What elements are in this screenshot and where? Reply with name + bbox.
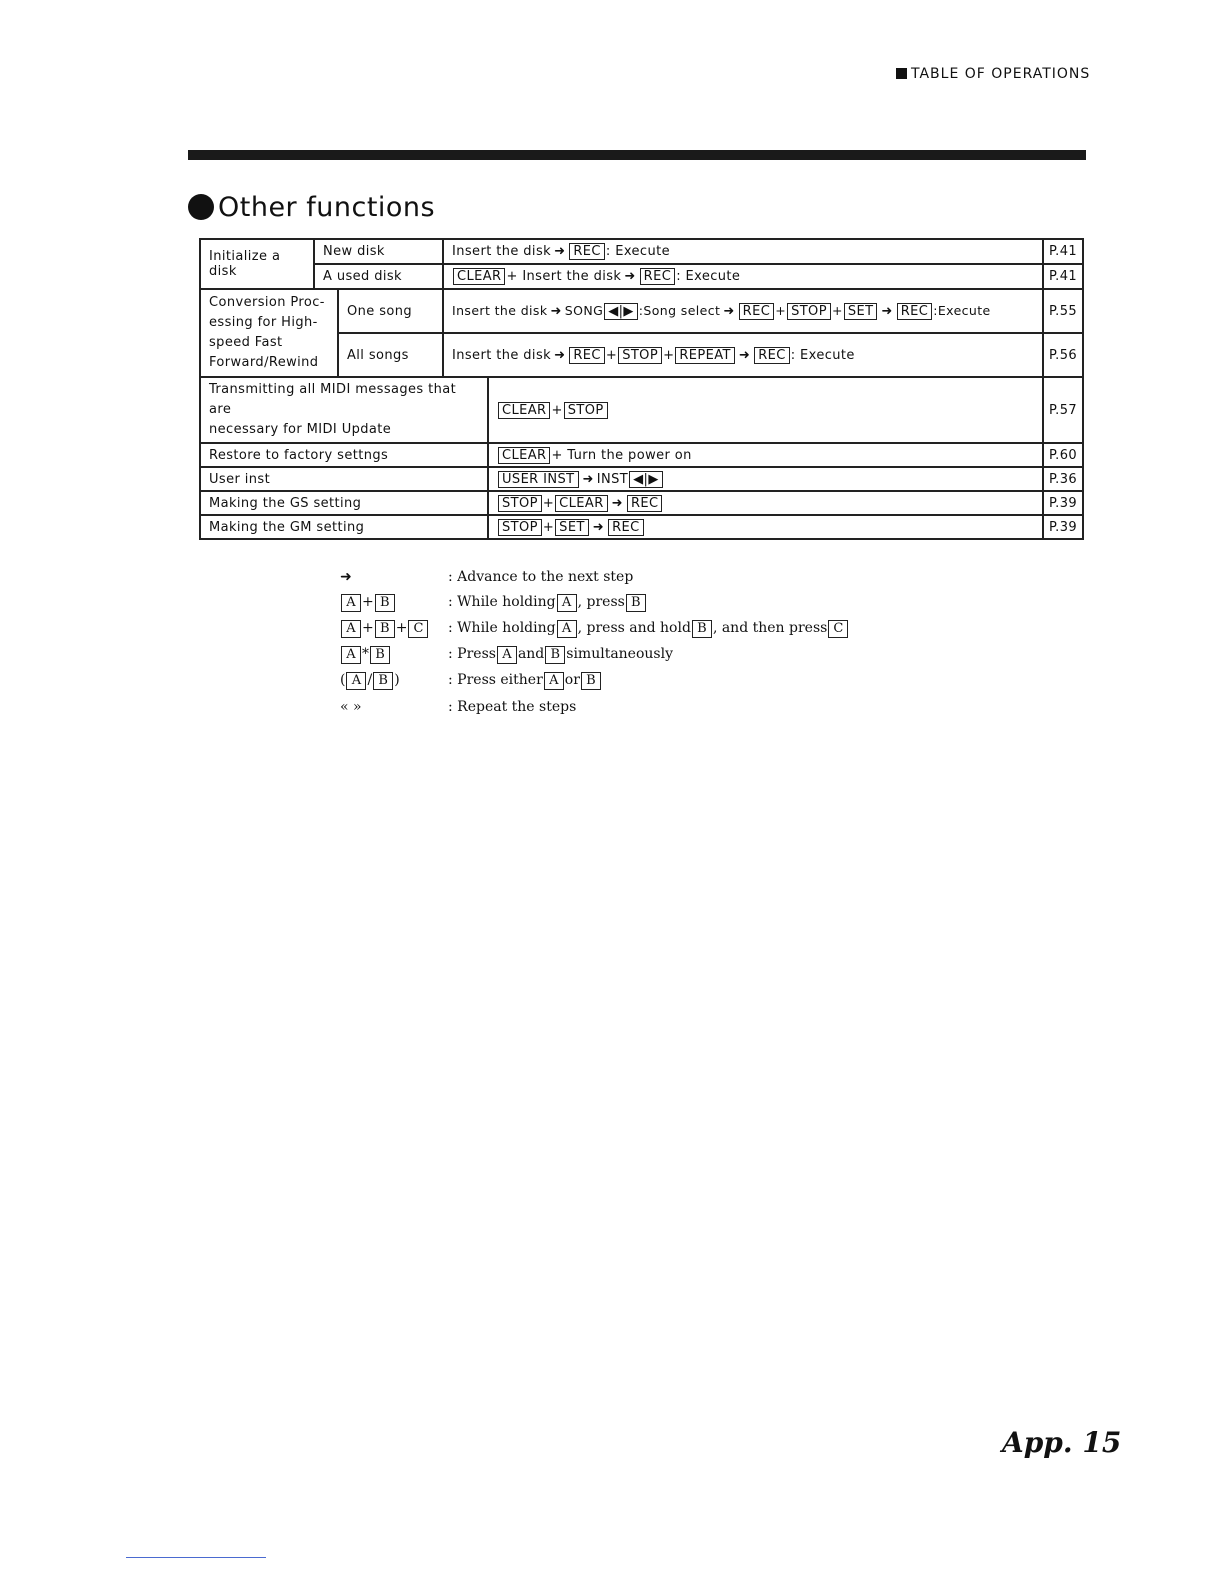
row-label: Making the GS setting	[200, 491, 488, 515]
user-inst-key: USER INST	[498, 471, 579, 488]
page-ref: P.39	[1043, 491, 1083, 515]
stop-key: STOP	[787, 303, 831, 320]
arrow-right-icon: ➜	[582, 471, 594, 487]
table-row	[200, 515, 1083, 539]
table-row	[200, 239, 1083, 264]
operation-cell: STOP + SET ➜ REC	[488, 515, 1043, 539]
rec-key: REC	[754, 347, 790, 364]
arrow-right-icon: ➜	[624, 269, 636, 284]
page-ref: P.55	[1043, 289, 1083, 333]
table-row	[200, 491, 1083, 515]
stop-key: STOP	[498, 519, 542, 536]
page-ref: P.41	[1043, 264, 1083, 289]
operation-cell: Insert the disk ➜ REC : Execute	[443, 239, 1043, 264]
bullet-dot-icon	[188, 194, 214, 220]
sub-label: All songs	[338, 333, 443, 377]
arrow-right-icon: ➜	[554, 244, 566, 259]
legend	[340, 564, 849, 720]
row-label: Restore to factory settngs	[200, 443, 488, 467]
set-key: SET	[555, 519, 589, 536]
legend-row: « » : Repeat the steps	[340, 699, 577, 715]
legend-row: ➜ : Advance to the next step	[340, 569, 634, 585]
section-header	[896, 66, 1090, 82]
rec-key: REC	[569, 243, 605, 260]
operation-cell: CLEAR + STOP	[488, 377, 1043, 443]
left-right-key-icon: ◀|▶	[629, 471, 663, 488]
sub-label: One song	[338, 289, 443, 333]
clear-key: CLEAR	[453, 268, 505, 285]
operation-cell: STOP + CLEAR ➜ REC	[488, 491, 1043, 515]
rec-key: REC	[739, 303, 775, 320]
operation-cell: Insert the disk ➜ SONG ◀|▶ :Song select ➜ REC + STOP + SET ➜ REC :Execute	[443, 289, 1043, 333]
sub-label: A used disk	[314, 264, 443, 289]
page-title: Other functions	[188, 192, 435, 223]
operation-cell: Insert the disk ➜ REC + STOP + REPEAT ➜ REC : Execute	[443, 333, 1043, 377]
arrow-right-icon: ➜	[738, 347, 751, 363]
table-row	[200, 289, 1083, 333]
clear-key: CLEAR	[498, 402, 550, 419]
operations-table	[199, 238, 1084, 540]
repeat-key: REPEAT	[675, 347, 735, 364]
arrow-right-icon: ➜	[550, 303, 562, 319]
legend-row: A + B : While holding A , press B	[340, 590, 849, 616]
stop-key: STOP	[618, 347, 662, 364]
rec-key: REC	[569, 347, 605, 364]
clear-key: CLEAR	[555, 495, 607, 512]
arrow-right-icon: ➜	[340, 569, 352, 585]
rec-key: REC	[897, 303, 933, 320]
square-bullet-icon	[896, 68, 907, 79]
page-ref: P.57	[1043, 377, 1083, 443]
clear-key: CLEAR	[498, 447, 550, 464]
page-ref: P.56	[1043, 333, 1083, 377]
operation-cell: CLEAR + Insert the disk ➜ REC : Execute	[443, 264, 1043, 289]
section-label: TABLE OF OPERATIONS	[911, 66, 1091, 82]
rec-key: REC	[627, 495, 663, 512]
stop-key: STOP	[564, 402, 608, 419]
stop-key: STOP	[498, 495, 542, 512]
page-ref: P.36	[1043, 467, 1083, 491]
arrow-right-icon: ➜	[554, 347, 566, 363]
row-label: Making the GM setting	[200, 515, 488, 539]
set-key: SET	[844, 303, 878, 320]
legend-row: ( A / B ) : Press either A or B	[340, 668, 849, 694]
rec-key: REC	[640, 268, 676, 285]
arrow-right-icon: ➜	[611, 495, 623, 511]
table-row	[200, 377, 1083, 443]
row-label: Conversion Proc- essing for High- speed Fast Forward∕Rewind	[200, 289, 338, 377]
page-ref: P.39	[1043, 515, 1083, 539]
operation-cell: CLEAR + Turn the power on	[488, 443, 1043, 467]
footer-link-underline	[126, 1557, 266, 1558]
arrow-right-icon: ➜	[881, 303, 893, 319]
row-label: Transmitting all MIDI messages that are necessary for MIDI Update	[200, 377, 488, 443]
table-row	[200, 467, 1083, 491]
row-label: Initialize a disk	[200, 239, 314, 289]
left-right-key-icon: ◀|▶	[604, 303, 638, 320]
header-rule	[188, 150, 1086, 160]
arrow-right-icon: ➜	[723, 303, 735, 319]
table-row	[200, 264, 1083, 289]
page-number: App. 15	[1002, 1426, 1122, 1459]
legend-row: A * B : Press A and B simultaneously	[340, 642, 849, 668]
rec-key: REC	[608, 519, 644, 536]
legend-row: A + B + C : While holding A , press and hold B , and then press C	[340, 616, 849, 642]
sub-label: New disk	[314, 239, 443, 264]
arrow-right-icon: ➜	[592, 519, 605, 535]
page-ref: P.41	[1043, 239, 1083, 264]
table-row	[200, 443, 1083, 467]
row-label: User inst	[200, 467, 488, 491]
page-ref: P.60	[1043, 443, 1083, 467]
operation-cell: USER INST ➜ INST ◀|▶	[488, 467, 1043, 491]
